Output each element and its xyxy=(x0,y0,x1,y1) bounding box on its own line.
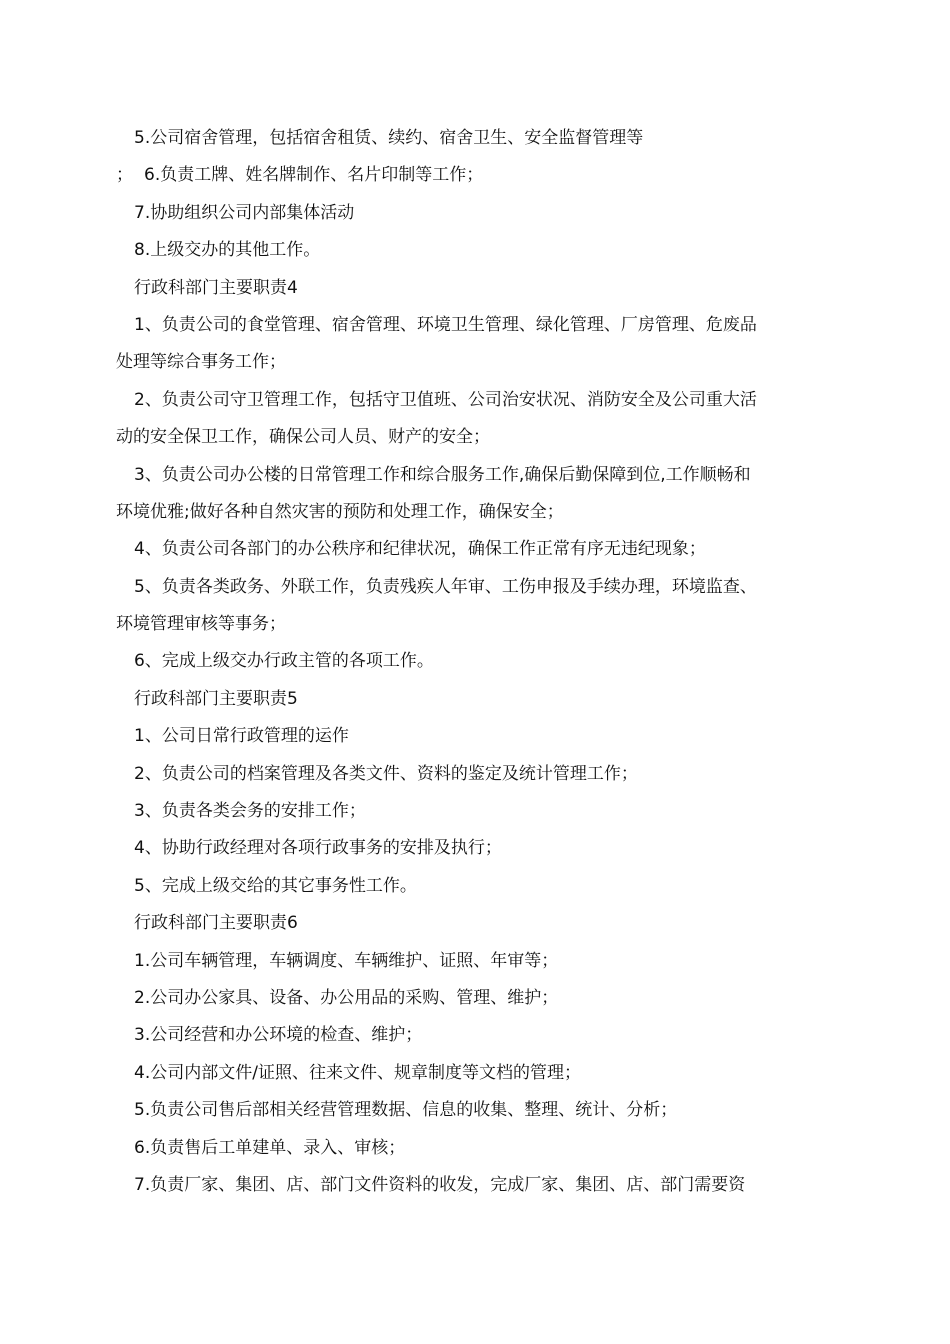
paragraph-line: 1.公司车辆管理，车辆调度、车辆维护、证照、年审等； xyxy=(134,950,559,971)
paragraph-line: 5.负责公司售后部相关经营管理数据、信息的收集、整理、统计、分析； xyxy=(134,1100,678,1121)
paragraph-line: 6.负责售后工单建单、录入、审核； xyxy=(134,1137,406,1158)
paragraph-line: 处理等综合事务工作； xyxy=(116,352,286,373)
paragraph-line: 2、负责公司守卫管理工作，包括守卫值班、公司治安状况、消防安全及公司重大活 xyxy=(134,389,757,410)
paragraph-line: 环境管理审核等事务； xyxy=(116,614,286,635)
paragraph-line: 1、负责公司的食堂管理、宿舍管理、环境卫生管理、绿化管理、厂房管理、危废品 xyxy=(134,314,757,335)
paragraph-line: 4、负责公司各部门的办公秩序和纪律状况，确保工作正常有序无违纪现象； xyxy=(134,539,706,560)
line-text: 6.负责工牌、姓名牌制作、名片印制等工作； xyxy=(144,165,484,186)
paragraph-line: 2.公司办公家具、设备、办公用品的采购、管理、维护； xyxy=(134,987,559,1008)
leading-punctuation: ； xyxy=(116,165,133,186)
paragraph-line: 7.负责厂家、集团、店、部门文件资料的收发，完成厂家、集团、店、部门需要资 xyxy=(134,1174,746,1195)
section-heading: 行政科部门主要职责6 xyxy=(134,913,298,934)
paragraph-line: 4.公司内部文件/证照、往来文件、规章制度等文档的管理； xyxy=(134,1062,581,1083)
section-heading: 行政科部门主要职责4 xyxy=(134,277,298,298)
paragraph-line: 5.公司宿舍管理，包括宿舍租赁、续约、宿舍卫生、安全监督管理等 xyxy=(134,128,644,148)
section-heading: 行政科部门主要职责5 xyxy=(134,688,298,709)
paragraph-line: 8.上级交办的其他工作。 xyxy=(134,240,321,261)
paragraph-line: 6、完成上级交办行政主管的各项工作。 xyxy=(134,651,434,672)
paragraph-line xyxy=(116,157,836,194)
paragraph-line: 7.协助组织公司内部集体活动 xyxy=(134,202,355,223)
paragraph-line: 5、完成上级交给的其它事务性工作。 xyxy=(134,875,417,896)
paragraph-line: 3、负责各类会务的安排工作； xyxy=(134,801,366,822)
paragraph-line: 3.公司经营和办公环境的检查、维护； xyxy=(134,1025,423,1046)
paragraph-line: 动的安全保卫工作，确保公司人员、财产的安全； xyxy=(116,427,490,448)
paragraph-line: 2、负责公司的档案管理及各类文件、资料的鉴定及统计管理工作； xyxy=(134,763,638,784)
paragraph-line: 4、协助行政经理对各项行政事务的安排及执行； xyxy=(134,838,502,859)
document-body xyxy=(116,120,836,1204)
paragraph-line: 3、负责公司办公楼的日常管理工作和综合服务工作,确保后勤保障到位,工作顺畅和 xyxy=(134,464,751,485)
paragraph-line: 5、负责各类政务、外联工作，负责残疾人年审、工伤申报及手续办理，环境监查、 xyxy=(134,576,757,597)
paragraph-line: 1、公司日常行政管理的运作 xyxy=(134,726,349,747)
paragraph-line: 环境优雅;做好各种自然灾害的预防和处理工作，确保安全； xyxy=(116,501,564,522)
